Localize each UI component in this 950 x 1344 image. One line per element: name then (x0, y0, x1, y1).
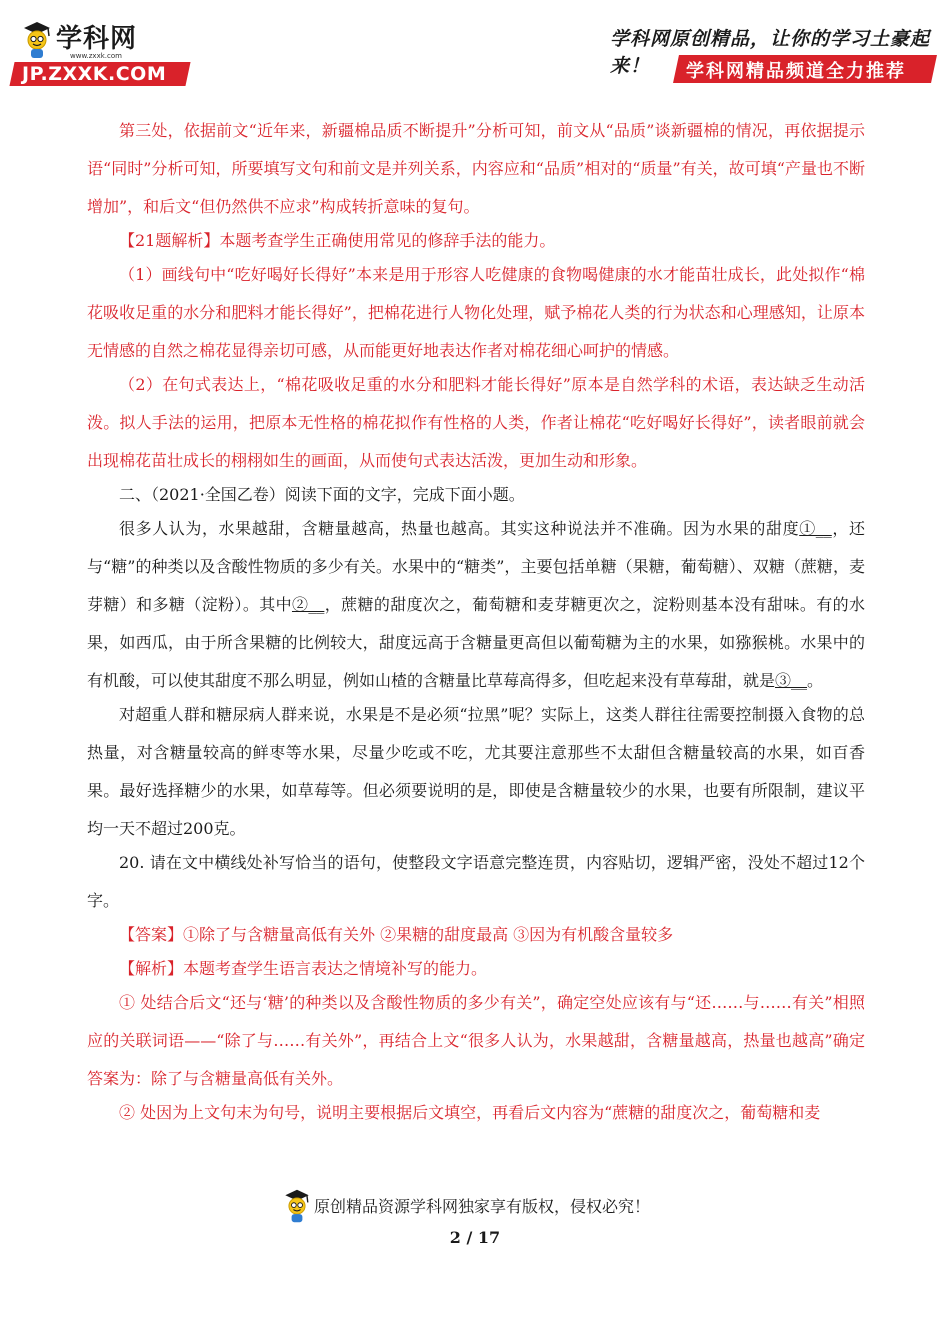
mascot-icon (22, 20, 52, 60)
passage-text: 很多人认为，水果越甜，含糖量越高，热量也越高。其实这种说法并不准确。因为水果的甜度 (119, 519, 800, 538)
logo-small-url: www.zxxk.com (70, 52, 122, 60)
page-header (0, 0, 950, 95)
passage-paragraph-2: 对超重人群和糖尿病人群来说，水果是不是必须“拉黑”呢？实际上，这类人群往往需要控制摄入食物的总热量，对含糖量较高的鲜枣等水果，尽量少吃或不吃，尤其要注意那些不太甜但含糖量较高的水果，如百香果。最好选择糖少的水果，如草莓等。但必须要说明的是，即使是含糖量较少的水果，也要有所限制，建议平均一天不超过200克。 (87, 705, 865, 838)
blank-3: ③__ (775, 671, 808, 690)
zxxk-logo[interactable] (12, 14, 192, 86)
passage-text: ，还与“糖”的种类以及含酸性物质的多少有关。水果中的“糖类”，主要包括单糖（果糖，葡萄糖）、双糖（蔗糖，麦芽糖）和多糖（淀粉）。其中 (87, 519, 865, 614)
page-total: 17 (477, 1228, 501, 1247)
logo-url: JP.ZXXK.COM (22, 63, 167, 85)
document-body (87, 112, 865, 1132)
question-20: 20. 请在文中横线处补写恰当的语句，使整段文字语意完整连贯，内容贴切，逻辑严密，没处不超过12个字。 (87, 853, 865, 910)
analysis-heading-21: 【21题解析】本题考查学生正确使用常见的修辞手法的能力。 (119, 231, 556, 250)
promo-banner-text: 学科网精品频道全力推荐 (686, 61, 906, 82)
mascot-icon (283, 1188, 311, 1224)
blank-1: ①__ (799, 519, 832, 538)
explanation-point-1: ① 处结合后文“还与‘糖’的种类以及含酸性物质的多少有关”，确定空处应该有与“还……与……有关”相照应的关联词语——“除了与……有关外”，再结合上文“很多人认为，水果越甜，含糖量越高，热量也越高”确定答案为：除了与含糖量高低有关外。 (87, 993, 865, 1088)
copyright-notice: 原创精品资源学科网独家享有版权，侵权必究！ (314, 1197, 651, 1216)
page-separator: / (460, 1228, 478, 1247)
section-heading: 二、（2021·全国乙卷）阅读下面的文字，完成下面小题。 (119, 485, 525, 504)
analysis-point-1: （1）画线句中“吃好喝好长得好”本来是用于形容人吃健康的食物喝健康的水才能苗壮成长，此处拟作“棉花吸收足重的水分和肥料才能长得好”，把棉花进行人物化处理，赋予棉花人类的行为状态和心理感知，让原本无情感的自然之棉花显得亲切可感，从而能更好地表达作者对棉花细心呵护的情感。 (87, 265, 865, 360)
answer-line: 【答案】①除了与含糖量高低有关外 ②果糖的甜度最高 ③因为有机酸含量较多 (119, 925, 674, 944)
page-footer (0, 1180, 950, 1260)
passage-text: 。 (807, 671, 824, 690)
passage-paragraph-1 (87, 510, 865, 700)
blank-2: ②__ (291, 595, 325, 614)
page-current: 2 (449, 1228, 461, 1247)
explanation-point-2: ② 处因为上文句末为句号，说明主要根据后文填空，再看后文内容为“蔗糖的甜度次之，葡萄糖和麦 (119, 1103, 821, 1122)
passage-text: ，蔗糖的甜度次之，葡萄糖和麦芽糖更次之，淀粉则基本没有甜味。有的水果，如西瓜，由于所含果糖的比例较大，甜度远高于含糖量更高但以葡萄糖为主的水果，如猕猴桃。水果中的有机酸，可以使其甜度不那么明显，例如山楂的含糖量比草莓高得多，但吃起来没有草莓甜，就是 (87, 595, 865, 690)
page-number (0, 1228, 950, 1247)
logo-chinese-name: 学科网 (56, 24, 138, 54)
analysis-point-2: （2）在句式表达上，“棉花吸收足重的水分和肥料才能长得好”原本是自然学科的术语，表达缺乏生动活泼。拟人手法的运用，把原本无性格的棉花拟作有性格的人类，作者让棉花“吃好喝好长得好”，读者眼前就会出现棉花苗壮成长的栩栩如生的画面，从而使句式表达活泼，更加生动和形象。 (87, 375, 865, 470)
explanation-heading: 【解析】本题考查学生语言表达之情境补写的能力。 (119, 959, 488, 978)
header-slogan: 学科网原创精品，让你的学习土豪起来！ (610, 28, 931, 77)
analysis-paragraph: 第三处，依据前文“近年来，新疆棉品质不断提升”分析可知，前文从“品质”谈新疆棉的情况，再依据提示语“同时”分析可知，所要填写文句和前文是并列关系，内容应和“品质”相对的“质量”有关，故可填“产量也不断增加”，和后文“但仍然供不应求”构成转折意味的复句。 (87, 121, 865, 216)
